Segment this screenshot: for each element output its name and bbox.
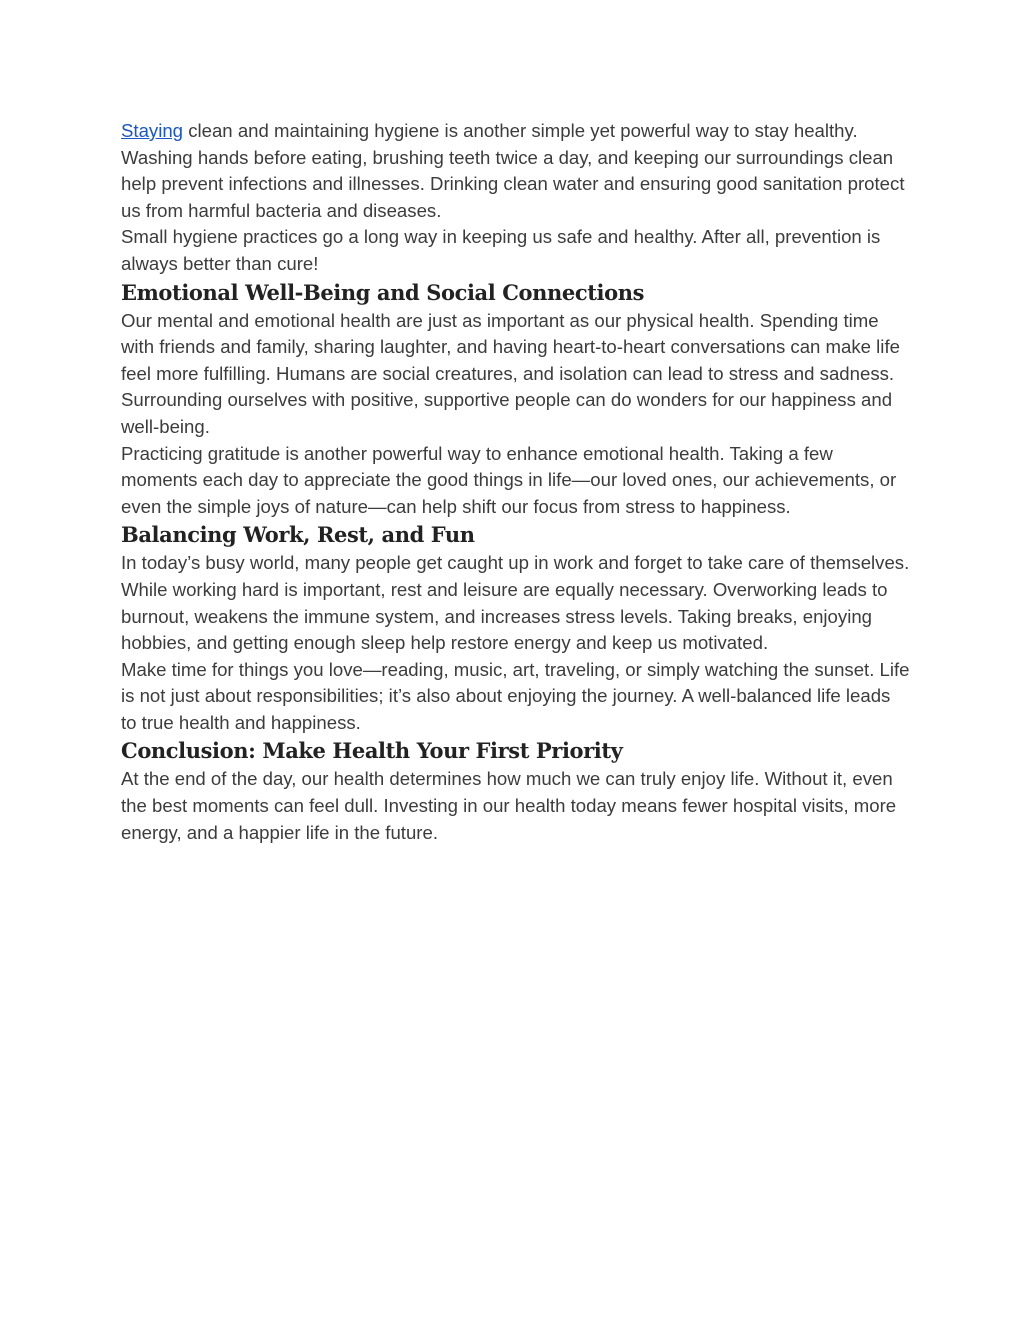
section-emotional-paragraph-1: Our mental and emotional health are just as important as our physical health. Spending time with friends and family, sharing laughter, and having heart-to-heart conversations can make life feel more fulfilling. Humans are social creatures, and isolation can lead to stress and sadness. Surrounding ourselves with positive, supportive people can do wonders for our happiness and well-being. — [121, 309, 900, 437]
section-heading-emotional: Emotional Well-Being and Social Connections — [121, 279, 645, 305]
intro-paragraph-1 — [121, 118, 911, 224]
document-page — [121, 118, 911, 846]
section-emotional-paragraph-2: Practicing gratitude is another powerful way to enhance emotional health. Taking a few moments each day to appreciate the good things in life—our loved ones, our achievements, or even the simple joys of nature—can help shift our focus from stress to happiness. — [121, 442, 897, 517]
section-heading-conclusion: Conclusion: Make Health Your First Priority — [121, 738, 623, 764]
section-conclusion-paragraph-1: At the end of the day, our health determines how much we can truly enjoy life. Without it, even the best moments can feel dull. Investing in our health today means fewer hospital visits, more energy, and a happier life in the future. — [121, 768, 897, 843]
section-balancing-paragraph-1: In today’s busy world, many people get caught up in work and forget to take care of themselves. While working hard is important, rest and leisure are equally necessary. Overworking leads to burnout, weakens the immune system, and increases stress levels. Taking breaks, enjoying hobbies, and getting enough sleep help restore energy and keep us motivated. — [121, 552, 910, 654]
section-balancing-paragraph-2: Make time for things you love—reading, music, art, traveling, or simply watching the sunset. Life is not just about responsibilities; it’s also about enjoying the journey. A well-balanced life leads to true health and happiness. — [121, 658, 910, 733]
intro-paragraph-2: Small hygiene practices go a long way in keeping us safe and healthy. After all, prevention is always better than cure! — [121, 226, 881, 274]
section-heading-balancing: Balancing Work, Rest, and Fun — [121, 522, 475, 548]
staying-link[interactable]: Staying — [121, 120, 184, 141]
intro-paragraph-1-text: clean and maintaining hygiene is another simple yet powerful way to stay healthy. Washing hands before eating, brushing teeth twice a day, and keeping our surroundings clean help prevent infections and illnesses. Drinking clean water and ensuring good sanitation protect us from harmful bacteria and diseases. — [121, 120, 905, 221]
